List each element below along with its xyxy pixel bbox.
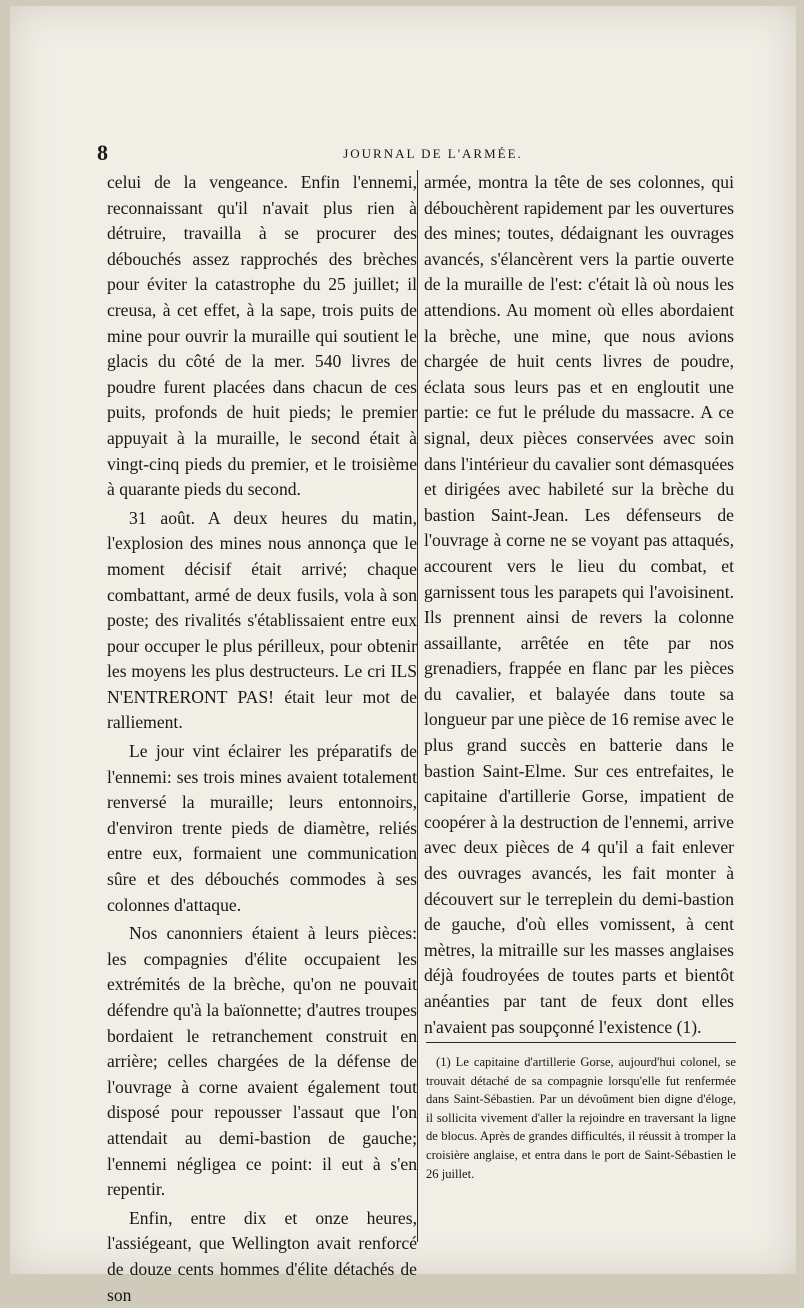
footnote — [426, 1042, 736, 1183]
paragraph: Le jour vint éclairer les préparatifs de l'ennemi: ses trois mines avaient totalement renversé la muraille; leurs entonnoirs, d'environ trente pieds de diamètre, reliés entre eux, formaient une communication sûre et des débouchés commodes à ses colonnes d'attaque. — [107, 741, 417, 915]
right-column — [424, 170, 734, 1040]
page-number: 8 — [97, 140, 108, 165]
paragraph: Enfin, entre dix et onze heures, l'assiégeant, que Wellington avait renforcé de douze cents hommes d'élite détachés de son — [107, 1207, 417, 1305]
paragraph: celui de la vengeance. Enfin l'ennemi, reconnaissant qu'il n'avait plus rien à détruire, travailla à se procurer des débouchés assez rapprochés des brèches pour éviter la catastrophe du 25 juillet; il creusa, à cet effet, à la sape, trois puits de mine pour ouvrir la muraille qui soutient le glacis du côté de la mer. 540 livres de poudre furent placées dans chacun de ces puits, profonds de huit pieds; le premier appuyait à la muraille, le second était à vingt-cinq pieds du premier, et le troisième à quarante pieds du second. — [107, 172, 417, 500]
footnote-text: (1) Le capitaine d'artillerie Gorse, aujourd'hui colonel, se trouvait détaché de sa compagnie lorsqu'elle fut renfermée dans Saint-Sébastien. Par un dévoûment bien digne d'éloge, il sollicita vivement d'aller la rejoindre en traversant la ligne de blocus. Après de grandes difficultés, il réussit à tromper la croisière anglaise, et entra dans le port de Saint-Sébastien le 26 juillet. — [426, 1055, 736, 1181]
left-column — [107, 170, 417, 1308]
paragraph: Nos canonniers étaient à leurs pièces: les compagnies d'élite occupaient les extrémités de la brèche, qu'on ne pouvait défendre qu'à la baïonnette; d'autres troupes bordaient le retranchement construit en arrière; celles chargées de la défense de l'ouvrage à corne avaient également tout disposé pour repousser l'assaut que l'on attendait au demi-bastion de gauche; l'ennemi négligea ce point: il eut à s'en repentir. — [107, 923, 417, 1200]
running-title: JOURNAL DE L'ARMÉE. — [343, 146, 523, 161]
column-divider — [417, 170, 418, 1242]
paragraph: 31 août. A deux heures du matin, l'explosion des mines nous annonça que le moment décisif était arrivé; chaque combattant, armé de deux fusils, vola à son poste; des rivalités s'établissaient entre eux pour occuper le plus périlleux, pour obtenir les moyens les plus destructeurs. Le cri ILS N'ENTRERONT PAS! était leur mot de ralliement. — [107, 507, 417, 733]
page-header — [97, 140, 729, 166]
paragraph: armée, montra la tête de ses colonnes, qui débouchèrent rapidement par les ouvertures des mines; toutes, dédaignant les ouvrages avancés, s'élancèrent vers la partie ouverte de la muraille de l'est: c'était là où nous les attendions. Au moment où elles abordaient la brèche, une mine, que nous avions chargée de huit cents livres de poudre, éclata sous leurs pas et en engloutit une partie: ce fut le prélude du massacre. A ce signal, deux pièces conservées avec soin dans l'intérieur du cavalier sont démasquées et dirigées avec habileté sur la brèche du bastion Saint-Jean. Les défenseurs de l'ouvrage à corne ne se voyant pas attaqués, accourent vers le lieu du combat, et garnissent tous les parapets qui l'avoisinent. Ils prennent ainsi de revers la colonne assaillante, arrêtée en tête par nos grenadiers, frappée en flanc par les pièces du cavalier, et balayée dans toute sa longueur par une pièce de 16 remise avec le plus grand succès en batterie dans le bastion Saint-Elme. Sur ces entrefaites, le capitaine d'artillerie Gorse, impatient de coopérer à la destruction de l'ennemi, arrive avec deux pièces de 4 qu'il a fait enlever des ouvrages avancés, les fait monter à découvert sur le terreplein du demi-bastion de gauche, d'où elles vomissent, à cent mètres, la mitraille sur les masses anglaises déjà foudroyées de toutes parts et bientôt anéanties par tant de feux dont elles n'avaient pas soupçonné l'existence (1). — [424, 172, 734, 1037]
